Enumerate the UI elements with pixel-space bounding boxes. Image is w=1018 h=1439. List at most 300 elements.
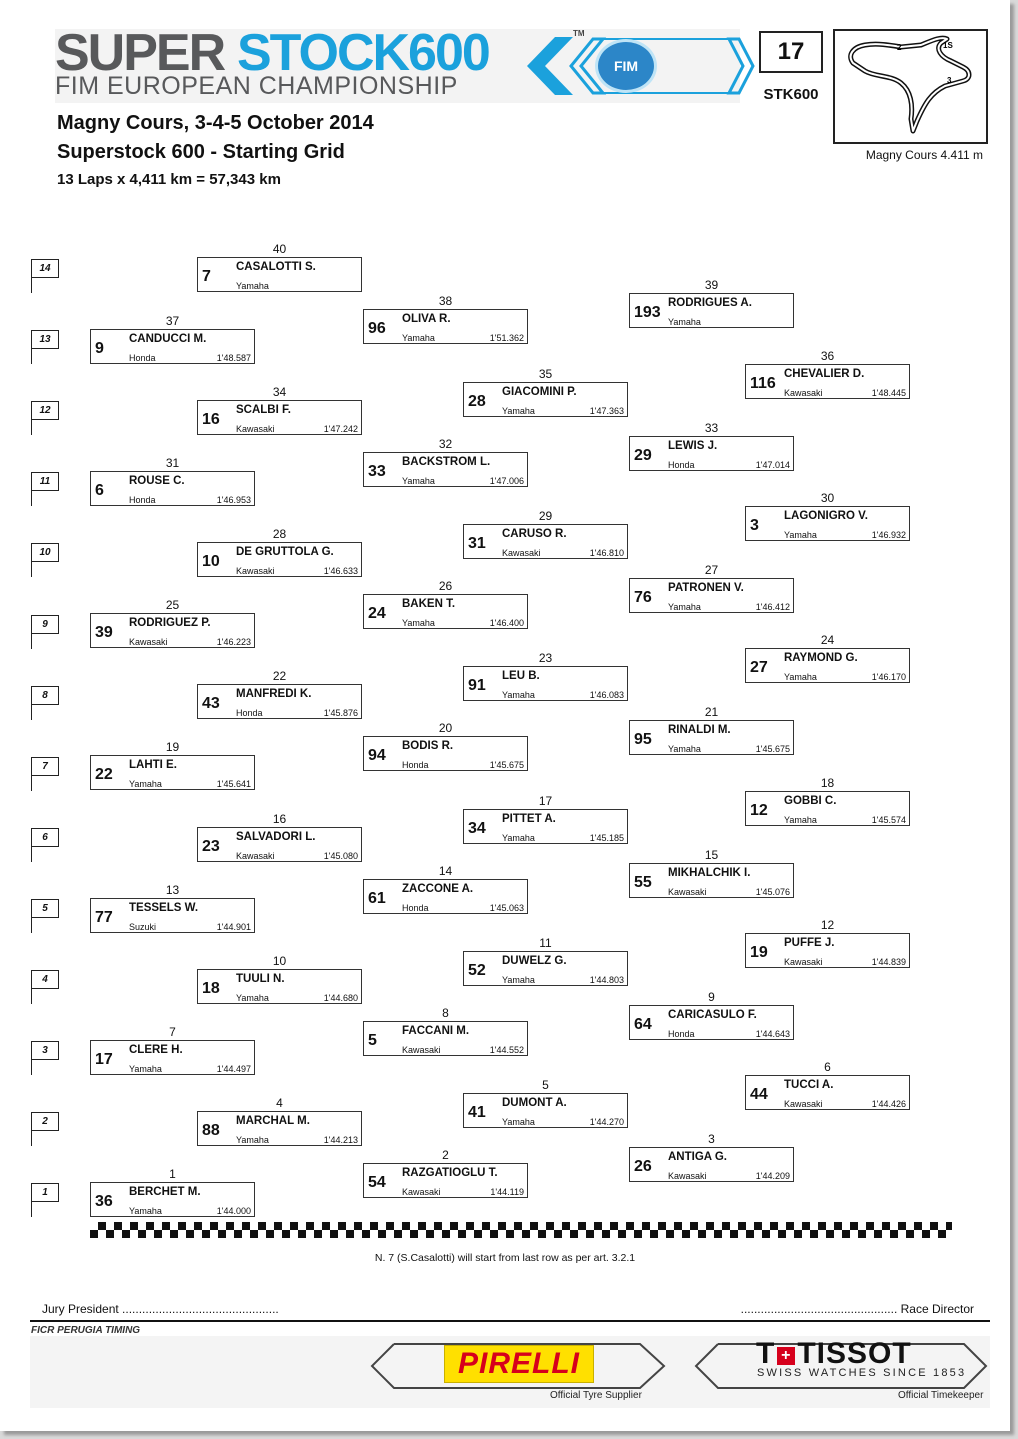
rider-number: 34 bbox=[468, 820, 486, 837]
grid-slot bbox=[90, 315, 255, 363]
grid-slot bbox=[90, 457, 255, 505]
rider-box bbox=[463, 666, 628, 701]
rider-number: 61 bbox=[368, 890, 386, 907]
qualifying-time: 1'45.574 bbox=[871, 815, 906, 825]
rider-number: 193 bbox=[634, 304, 661, 321]
rider-number: 3 bbox=[750, 517, 759, 534]
qualifying-time: 1'45.080 bbox=[323, 851, 358, 861]
pirelli-wordmark: PIRELLI bbox=[457, 1347, 580, 1380]
bike-make: Yamaha bbox=[402, 476, 435, 486]
rider-box bbox=[363, 879, 528, 914]
bike-make: Kawasaki bbox=[236, 566, 275, 576]
flag-pole bbox=[31, 633, 32, 649]
qualifying-time: 1'46.223 bbox=[216, 637, 251, 647]
grid-position: 6 bbox=[824, 1060, 831, 1074]
qualifying-time: 1'46.633 bbox=[323, 566, 358, 576]
grid-slot bbox=[463, 795, 628, 843]
grid-position: 31 bbox=[165, 456, 180, 470]
grid-slot bbox=[363, 722, 528, 770]
grid-position: 37 bbox=[165, 314, 180, 328]
bike-make: Yamaha bbox=[784, 530, 817, 540]
rider-box bbox=[745, 506, 910, 541]
qualifying-time: 1'45.076 bbox=[755, 887, 790, 897]
rider-box bbox=[90, 471, 255, 506]
grid-slot bbox=[197, 1097, 362, 1145]
grid-position: 32 bbox=[438, 437, 453, 451]
bike-make: Kawasaki bbox=[236, 424, 275, 434]
rider-number: 39 bbox=[95, 624, 113, 641]
event-class: STK600 bbox=[763, 86, 819, 103]
rider-number: 96 bbox=[368, 320, 386, 337]
bike-make: Honda bbox=[236, 708, 263, 718]
qualifying-time: 1'47.363 bbox=[589, 406, 624, 416]
grid-position: 40 bbox=[272, 242, 287, 256]
rider-number: 31 bbox=[468, 535, 486, 552]
bike-make: Yamaha bbox=[236, 1135, 269, 1145]
rider-name: RAYMOND G. bbox=[784, 652, 858, 664]
logo-super-text: SUPER bbox=[55, 24, 225, 82]
bike-make: Yamaha bbox=[784, 815, 817, 825]
bike-make: Kawasaki bbox=[402, 1187, 441, 1197]
rider-box bbox=[629, 863, 794, 898]
grid-slot bbox=[463, 652, 628, 700]
row-number: 8 bbox=[31, 686, 59, 705]
grid-slot bbox=[363, 865, 528, 913]
rider-box bbox=[629, 578, 794, 613]
row-number: 9 bbox=[31, 615, 59, 634]
rider-box bbox=[197, 827, 362, 862]
rider-name: TESSELS W. bbox=[129, 902, 199, 914]
rider-name: ZACCONE A. bbox=[402, 883, 474, 895]
qualifying-time: 1'44.643 bbox=[755, 1029, 790, 1039]
rider-name: FACCANI M. bbox=[402, 1025, 470, 1037]
grid-slot bbox=[363, 1149, 528, 1197]
flag-pole bbox=[31, 561, 32, 577]
qualifying-time: 1'44.497 bbox=[216, 1064, 251, 1074]
grid-slot bbox=[90, 599, 255, 647]
bike-make: Yamaha bbox=[668, 317, 701, 327]
flag-pole bbox=[31, 277, 32, 293]
pirelli-caption: Official Tyre Supplier bbox=[550, 1390, 642, 1401]
bike-make: Honda bbox=[668, 460, 695, 470]
grid-slot bbox=[745, 919, 910, 967]
qualifying-time: 1'47.006 bbox=[489, 476, 524, 486]
rider-name: LAHTI E. bbox=[129, 759, 177, 771]
flag-pole bbox=[31, 490, 32, 506]
grid-position: 20 bbox=[438, 721, 453, 735]
rider-number: 22 bbox=[95, 766, 113, 783]
bike-make: Honda bbox=[402, 760, 429, 770]
grid-slot bbox=[463, 937, 628, 985]
grid-slot bbox=[90, 884, 255, 932]
rider-number: 54 bbox=[368, 1174, 386, 1191]
rider-number: 23 bbox=[202, 838, 220, 855]
grid-position: 39 bbox=[704, 278, 719, 292]
rider-name: PATRONEN V. bbox=[668, 582, 744, 594]
qualifying-time: 1'44.803 bbox=[589, 975, 624, 985]
bike-make: Yamaha bbox=[129, 779, 162, 789]
qualifying-time: 1'46.810 bbox=[589, 548, 624, 558]
grid-slot bbox=[363, 295, 528, 343]
qualifying-time: 1'44.901 bbox=[216, 922, 251, 932]
grid-position: 25 bbox=[165, 598, 180, 612]
rider-name: LEWIS J. bbox=[668, 440, 718, 452]
grid-slot bbox=[197, 386, 362, 434]
rider-name: DE GRUTTOLA G. bbox=[236, 546, 334, 558]
flag-pole bbox=[31, 1130, 32, 1146]
grid-slot bbox=[197, 670, 362, 718]
rider-number: 94 bbox=[368, 747, 386, 764]
sponsor-bar bbox=[30, 1336, 990, 1408]
grid-position: 30 bbox=[820, 491, 835, 505]
row-number: 10 bbox=[31, 543, 59, 562]
rider-number: 5 bbox=[368, 1032, 377, 1049]
qualifying-time: 1'44.213 bbox=[323, 1135, 358, 1145]
swiss-cross-icon: + bbox=[777, 1347, 795, 1365]
rider-box bbox=[629, 436, 794, 471]
grid-position: 19 bbox=[165, 740, 180, 754]
bike-make: Kawasaki bbox=[668, 1171, 707, 1181]
pirelli-logo bbox=[444, 1345, 594, 1383]
grid-position: 14 bbox=[438, 864, 453, 878]
row-flag bbox=[31, 472, 59, 506]
rider-name: BACKSTROM L. bbox=[402, 456, 491, 468]
grid-note: N. 7 (S.Casalotti) will start from last row as per art. 3.2.1 bbox=[374, 1252, 636, 1264]
grid-slot bbox=[629, 422, 794, 470]
grid-slot bbox=[629, 564, 794, 612]
grid-slot bbox=[90, 741, 255, 789]
row-flag bbox=[31, 401, 59, 435]
bike-make: Yamaha bbox=[402, 333, 435, 343]
rider-number: 76 bbox=[634, 589, 652, 606]
grid-position: 23 bbox=[538, 651, 553, 665]
rider-name: MANFREDI K. bbox=[236, 688, 312, 700]
grid-position: 9 bbox=[708, 990, 715, 1004]
qualifying-time: 1'44.000 bbox=[216, 1206, 251, 1216]
grid-slot bbox=[197, 528, 362, 576]
rider-number: 64 bbox=[634, 1016, 652, 1033]
jury-president-signature: Jury President ............................................... bbox=[42, 1302, 279, 1316]
qualifying-time: 1'47.242 bbox=[323, 424, 358, 434]
flag-pole bbox=[31, 988, 32, 1004]
qualifying-time: 1'45.675 bbox=[489, 760, 524, 770]
bike-make: Yamaha bbox=[402, 618, 435, 628]
row-flag bbox=[31, 1041, 59, 1075]
grid-slot bbox=[745, 492, 910, 540]
rider-number: 36 bbox=[95, 1193, 113, 1210]
rider-number: 44 bbox=[750, 1086, 768, 1103]
row-flag bbox=[31, 615, 59, 649]
grid-position: 10 bbox=[272, 954, 287, 968]
rider-number: 26 bbox=[634, 1158, 652, 1175]
event-number: 17 bbox=[759, 31, 823, 73]
rider-name: CARUSO R. bbox=[502, 528, 567, 540]
grid-position: 24 bbox=[820, 633, 835, 647]
rider-number: 52 bbox=[468, 962, 486, 979]
rider-box bbox=[197, 257, 362, 292]
rider-number: 88 bbox=[202, 1122, 220, 1139]
qualifying-time: 1'46.083 bbox=[589, 690, 624, 700]
ficr-logo: FICR PERUGIA TIMING bbox=[31, 1325, 141, 1336]
bike-make: Kawasaki bbox=[129, 637, 168, 647]
rider-box bbox=[745, 648, 910, 683]
rider-box bbox=[463, 951, 628, 986]
grid-position: 34 bbox=[272, 385, 287, 399]
bike-make: Yamaha bbox=[502, 406, 535, 416]
bike-make: Kawasaki bbox=[236, 851, 275, 861]
bike-make: Yamaha bbox=[502, 975, 535, 985]
bike-make: Suzuki bbox=[129, 922, 157, 932]
grid-position: 12 bbox=[820, 918, 835, 932]
rider-name: DUMONT A. bbox=[502, 1097, 567, 1109]
rider-box bbox=[197, 400, 362, 435]
grid-position: 26 bbox=[438, 579, 453, 593]
grid-slot bbox=[90, 1026, 255, 1074]
bike-make: Kawasaki bbox=[784, 1099, 823, 1109]
grid-slot bbox=[197, 813, 362, 861]
tissot-caption: Official Timekeeper bbox=[898, 1390, 984, 1401]
rider-box bbox=[363, 309, 528, 344]
grid-slot bbox=[197, 955, 362, 1003]
row-number: 3 bbox=[31, 1041, 59, 1060]
grid-slot bbox=[745, 1061, 910, 1109]
rider-name: ANTIGA G. bbox=[668, 1151, 727, 1163]
rider-box bbox=[629, 1005, 794, 1040]
bike-make: Yamaha bbox=[784, 672, 817, 682]
rider-number: 12 bbox=[750, 802, 768, 819]
qualifying-time: 1'45.641 bbox=[216, 779, 251, 789]
rider-name: GOBBI C. bbox=[784, 795, 837, 807]
divider bbox=[30, 1320, 990, 1322]
row-number: 1 bbox=[31, 1183, 59, 1202]
track-layout-icon bbox=[835, 31, 986, 142]
row-flag bbox=[31, 1112, 59, 1146]
rider-box bbox=[629, 720, 794, 755]
grid-position: 38 bbox=[438, 294, 453, 308]
flag-pole bbox=[31, 419, 32, 435]
rider-box bbox=[197, 542, 362, 577]
rider-box bbox=[463, 1093, 628, 1128]
grid-slot bbox=[197, 243, 362, 291]
bike-make: Yamaha bbox=[236, 281, 269, 291]
sheet-title: Superstock 600 - Starting Grid bbox=[57, 141, 345, 163]
rider-name: MARCHAL M. bbox=[236, 1115, 310, 1127]
rider-name: CLERE H. bbox=[129, 1044, 183, 1056]
rider-number: 95 bbox=[634, 731, 652, 748]
qualifying-time: 1'45.185 bbox=[589, 833, 624, 843]
bike-make: Kawasaki bbox=[784, 388, 823, 398]
bike-make: Honda bbox=[129, 353, 156, 363]
rider-number: 6 bbox=[95, 482, 104, 499]
row-number: 6 bbox=[31, 828, 59, 847]
rider-name: DUWELZ G. bbox=[502, 955, 567, 967]
qualifying-time: 1'45.675 bbox=[755, 744, 790, 754]
grid-position: 13 bbox=[165, 883, 180, 897]
logo-trademark: TM bbox=[573, 29, 585, 38]
grid-position: 4 bbox=[276, 1096, 283, 1110]
flag-pole bbox=[31, 846, 32, 862]
grid-position: 36 bbox=[820, 349, 835, 363]
bike-make: Kawasaki bbox=[668, 887, 707, 897]
qualifying-time: 1'46.932 bbox=[871, 530, 906, 540]
rider-name: PITTET A. bbox=[502, 813, 556, 825]
rider-box bbox=[90, 613, 255, 648]
grid-slot bbox=[629, 991, 794, 1039]
logo-stock-text: STOCK600 bbox=[237, 24, 489, 82]
row-number: 13 bbox=[31, 330, 59, 349]
rider-name: MIKHALCHIK I. bbox=[668, 867, 751, 879]
row-flag bbox=[31, 330, 59, 364]
flag-pole bbox=[31, 1201, 32, 1217]
rider-name: ROUSE C. bbox=[129, 475, 185, 487]
bike-make: Honda bbox=[402, 903, 429, 913]
rider-number: 77 bbox=[95, 909, 113, 926]
row-flag bbox=[31, 899, 59, 933]
row-number: 12 bbox=[31, 401, 59, 420]
rider-box bbox=[463, 809, 628, 844]
qualifying-time: 1'44.552 bbox=[489, 1045, 524, 1055]
grid-position: 15 bbox=[704, 848, 719, 862]
rider-number: 17 bbox=[95, 1051, 113, 1068]
row-flag bbox=[31, 828, 59, 862]
rider-number: 18 bbox=[202, 980, 220, 997]
grid-position: 17 bbox=[538, 794, 553, 808]
grid-position: 16 bbox=[272, 812, 287, 826]
grid-position: 2 bbox=[442, 1148, 449, 1162]
row-number: 4 bbox=[31, 970, 59, 989]
row-flag bbox=[31, 970, 59, 1004]
grid-slot bbox=[745, 350, 910, 398]
bike-make: Yamaha bbox=[129, 1064, 162, 1074]
flag-pole bbox=[31, 1059, 32, 1075]
track-turn-label: 3 bbox=[947, 76, 952, 85]
rider-name: SALVADORI L. bbox=[236, 831, 316, 843]
rider-box bbox=[745, 364, 910, 399]
rider-number: 55 bbox=[634, 874, 652, 891]
grid-position: 35 bbox=[538, 367, 553, 381]
grid-slot bbox=[629, 706, 794, 754]
bike-make: Yamaha bbox=[668, 602, 701, 612]
rider-number: 116 bbox=[750, 375, 776, 392]
flag-pole bbox=[31, 348, 32, 364]
rider-number: 29 bbox=[634, 447, 652, 464]
qualifying-time: 1'46.412 bbox=[755, 602, 790, 612]
grid-slot bbox=[745, 777, 910, 825]
bike-make: Yamaha bbox=[502, 690, 535, 700]
rider-box bbox=[745, 933, 910, 968]
bike-make: Yamaha bbox=[668, 744, 701, 754]
bike-make: Yamaha bbox=[129, 1206, 162, 1216]
rider-box bbox=[629, 1147, 794, 1182]
event-title: Magny Cours, 3-4-5 October 2014 bbox=[57, 112, 374, 134]
rider-box bbox=[90, 329, 255, 364]
rider-box bbox=[363, 736, 528, 771]
rider-name: RODRIGUES A. bbox=[668, 297, 752, 309]
row-flag bbox=[31, 757, 59, 791]
rider-name: BERCHET M. bbox=[129, 1186, 201, 1198]
rider-number: 41 bbox=[468, 1104, 486, 1121]
grid-position: 28 bbox=[272, 527, 287, 541]
row-number: 7 bbox=[31, 757, 59, 776]
grid-position: 3 bbox=[708, 1132, 715, 1146]
rider-number: 33 bbox=[368, 463, 386, 480]
rider-name: BODIS R. bbox=[402, 740, 454, 752]
fim-emblem-icon: FIM bbox=[595, 39, 657, 93]
rider-box bbox=[90, 1182, 255, 1217]
tissot-logo bbox=[756, 1338, 912, 1370]
bike-make: Yamaha bbox=[502, 1117, 535, 1127]
grid-slot bbox=[90, 1168, 255, 1216]
grid-position: 29 bbox=[538, 509, 553, 523]
checkered-line bbox=[90, 1222, 952, 1238]
rider-box bbox=[363, 594, 528, 629]
grid-slot bbox=[463, 1079, 628, 1127]
row-flag bbox=[31, 1183, 59, 1217]
rider-number: 9 bbox=[95, 340, 104, 357]
bike-make: Honda bbox=[668, 1029, 695, 1039]
tissot-wordmark: TISSOT bbox=[797, 1337, 912, 1370]
tissot-letter: T bbox=[756, 1337, 776, 1370]
track-turn-label: 2 bbox=[897, 43, 902, 52]
flag-pole bbox=[31, 917, 32, 933]
rider-name: BAKEN T. bbox=[402, 598, 456, 610]
rider-box bbox=[90, 898, 255, 933]
qualifying-time: 1'51.362 bbox=[489, 333, 524, 343]
bike-make: Yamaha bbox=[502, 833, 535, 843]
rider-box bbox=[197, 1111, 362, 1146]
rider-box bbox=[463, 524, 628, 559]
championship-logo bbox=[55, 24, 740, 103]
qualifying-time: 1'44.270 bbox=[589, 1117, 624, 1127]
row-number: 11 bbox=[31, 472, 59, 491]
grid-position: 11 bbox=[539, 936, 552, 950]
qualifying-time: 1'47.014 bbox=[755, 460, 790, 470]
grid-slot bbox=[363, 1007, 528, 1055]
grid-position: 1 bbox=[169, 1167, 176, 1181]
rider-number: 24 bbox=[368, 605, 386, 622]
flag-pole bbox=[31, 775, 32, 791]
bike-make: Kawasaki bbox=[784, 957, 823, 967]
grid-slot bbox=[629, 1133, 794, 1181]
grid-position: 21 bbox=[704, 705, 719, 719]
row-number: 2 bbox=[31, 1112, 59, 1131]
rider-number: 16 bbox=[202, 411, 220, 428]
rider-box bbox=[629, 293, 794, 328]
rider-number: 10 bbox=[202, 553, 220, 570]
rider-name: CARICASULO F. bbox=[668, 1009, 757, 1021]
qualifying-time: 1'48.587 bbox=[216, 353, 251, 363]
grid-position: 8 bbox=[442, 1006, 449, 1020]
rider-box bbox=[197, 684, 362, 719]
qualifying-time: 1'45.876 bbox=[323, 708, 358, 718]
grid-slot bbox=[629, 849, 794, 897]
grid-position: 22 bbox=[272, 669, 287, 683]
qualifying-time: 1'45.063 bbox=[489, 903, 524, 913]
qualifying-time: 1'44.119 bbox=[490, 1187, 524, 1197]
rider-box bbox=[745, 1075, 910, 1110]
grid-slot bbox=[463, 510, 628, 558]
rider-name: CASALOTTI S. bbox=[236, 261, 316, 273]
qualifying-time: 1'46.953 bbox=[216, 495, 251, 505]
track-map bbox=[833, 29, 988, 144]
rider-number: 28 bbox=[468, 393, 486, 410]
tissot-tagline: SWISS WATCHES SINCE 1853 bbox=[757, 1367, 967, 1379]
grid-position: 27 bbox=[704, 563, 719, 577]
qualifying-time: 1'44.209 bbox=[755, 1171, 790, 1181]
grid-slot bbox=[745, 634, 910, 682]
rider-name: CHEVALIER D. bbox=[784, 368, 865, 380]
qualifying-time: 1'46.170 bbox=[871, 672, 906, 682]
